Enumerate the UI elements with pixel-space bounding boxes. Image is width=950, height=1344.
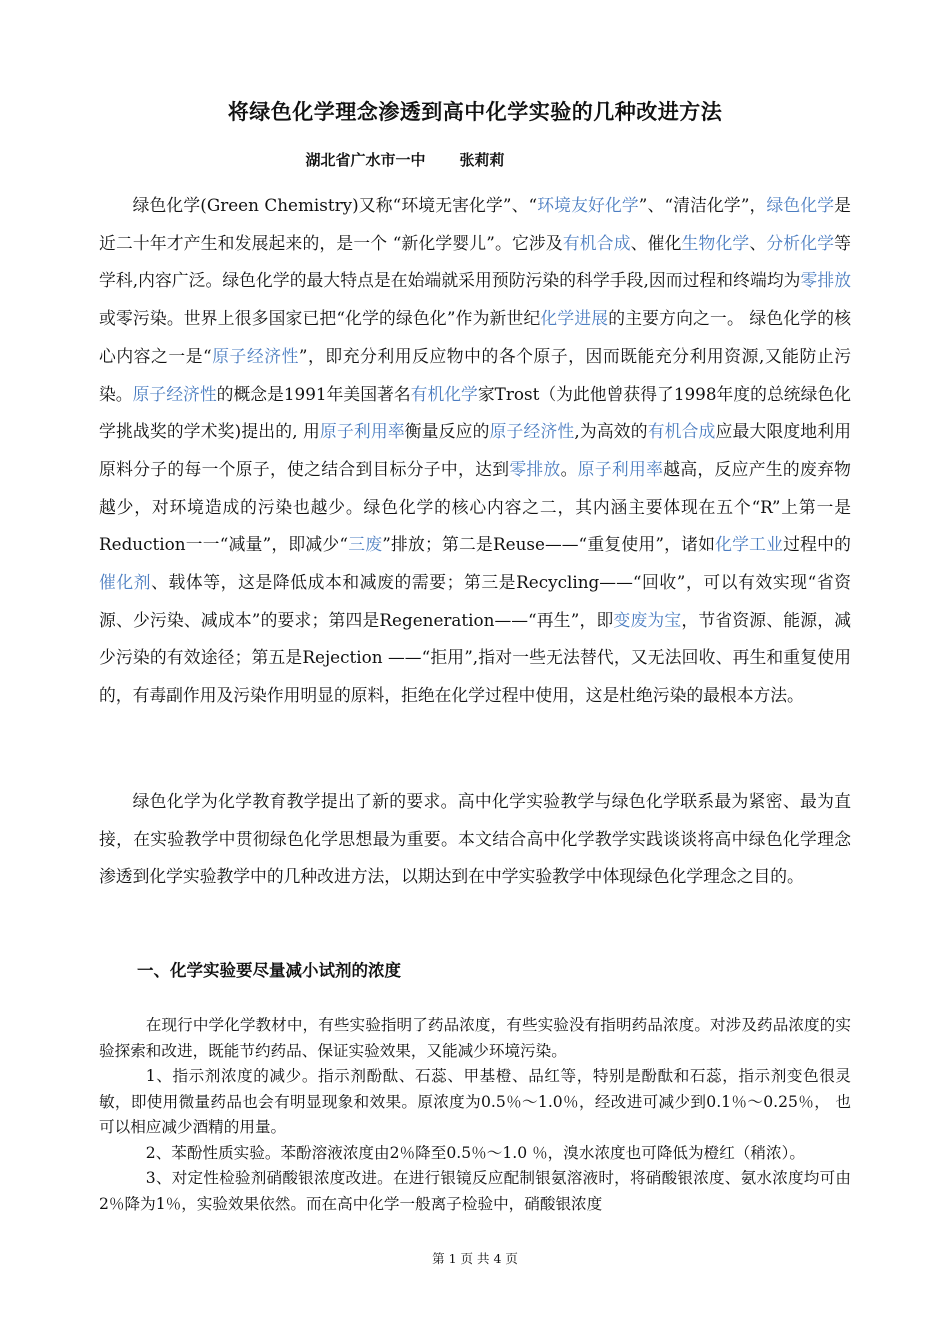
paragraph-text-run: 或零污染。世界上很多国家已把“化学的绿色化”作为新世纪 [99, 308, 541, 329]
intro-paragraph-block-2 [99, 783, 851, 896]
intro-paragraph-2: 绿色化学为化学教育教学提出了新的要求。高中化学实验教学与绿色化学联系最为紧密、最为直接，在实验教学中贯彻绿色化学思想最为重要。本文结合高中化学教学实践谈谈将高中绿色化学理念渗透到化学实验教学中的几种改进方法，以期达到在中学实验教学中体现绿色化学理念之目的。 [99, 791, 851, 887]
author-organization: 湖北省广水市一中 [305, 151, 426, 169]
inline-term-link[interactable]: 三废 [347, 534, 383, 555]
section-1-body [99, 1013, 851, 1217]
inline-term-link[interactable]: 化学进展 [540, 308, 609, 329]
author-line [0, 149, 810, 170]
paragraph-text-run: 、催化 [630, 232, 682, 253]
section-1-item-3: 3、对定性检验剂硝酸银浓度改进。在进行银镜反应配制银氨溶液时，将硝酸银浓度、氨水浓度均可由2％降为1％，实验效果依然。而在高中化学一般离子检验中，硝酸银浓度 [99, 1169, 851, 1213]
page-footer: 第 1 页 共 4 页 [432, 1251, 518, 1266]
section-1-intro: 在现行中学化学教材中，有些实验指明了药品浓度，有些实验没有指明药品浓度。对涉及药品浓度的实验探索和改进，既能节约药品、保证实验效果，又能减少环境污染。 [99, 1016, 851, 1060]
paragraph-text-run: 是近二十年才产生和发展起来的，是一个 “新化学婴儿”。它涉及 [99, 195, 851, 253]
inline-term-link[interactable]: 有机合成 [647, 421, 716, 442]
paragraph-text-run: ”、“清洁化学”， [638, 195, 767, 215]
paragraph-text-run: 绿色化学(Green Chemistry)又称“环境无害化学”、“ [132, 195, 538, 215]
paragraph-text-run: 的主要方向之一。 绿色化学的核心内容之一是“ [99, 308, 851, 366]
paragraph-text-run: ,为高效的 [574, 421, 648, 442]
paragraph-text-run: 、载体等，这是降低成本和减废的需要；第三是Recycling——“回收”，可以有效实现“省资源、少污染、减成本”的要求；第四是Regeneration——“再生”，即 [99, 572, 851, 630]
inline-term-link[interactable]: 零排放 [509, 458, 561, 479]
author-name: 张莉莉 [459, 151, 505, 169]
paragraph-text-run: 应最大限度地利用原料分子的每一个原子，使之结合到目标分子中，达到 [99, 421, 851, 479]
inline-term-link[interactable]: 变废为宝 [613, 609, 682, 630]
paragraph-text-run: 越高，反应产生的废弃物越少，对环境造成的污染也越少。绿色化学的核心内容之二，其内涵主要体现在五个“R”上第一是Reduction一一“减量”，即减少“ [99, 458, 851, 555]
inline-term-link[interactable]: 原子经济性 [489, 421, 575, 442]
paragraph-text-run: 、 [749, 232, 767, 253]
inline-term-link[interactable]: 原子利用率 [320, 421, 405, 442]
section-1-item-2: 2、苯酚性质实验。苯酚溶液浓度由2％降至0.5％～1.0 ％，溴水浓度也可降低为橙红（稍浓）。 [145, 1143, 805, 1162]
intro-paragraph-block [99, 187, 851, 715]
inline-term-link[interactable]: 绿色化学 [766, 195, 835, 215]
paragraph-text-run: ，节省资源、能源，减少污染的有效途径；第五是Rejection ——“拒用”,指对一些无法替代，又无法回收、再生和重复使用的，有毒副作用及污染作用明显的原料，拒绝在化学过程中使用，这是杜绝污染的最根本方法。 [99, 609, 851, 706]
paragraph-text-run: 过程中的 [783, 534, 851, 555]
paragraph-text-run: 家Trost（为此他曾获得了1998年度的总统绿色化学挑战奖的学术奖)提出的, 用 [99, 383, 851, 442]
inline-term-link[interactable]: 有机化学 [410, 383, 478, 404]
paragraph-text-run: 的概念是1991年美国著名 [216, 383, 411, 404]
paragraph-text-run: 。 [560, 458, 578, 479]
inline-term-link[interactable]: 原子经济性 [132, 383, 217, 404]
inline-term-link[interactable]: 催化剂 [99, 572, 152, 593]
section-1-item-1: 1、指示剂浓度的减少。指示剂酚酞、石蕊、甲基橙、品红等，特别是酚酞和石蕊，指示剂变色很灵敏，即使用微量药品也会有明显现象和效果。原浓度为0.5％～1.0％，经改进可减少到0.1％～0.25％， 也可以相应减少酒精的用量。 [99, 1067, 851, 1136]
inline-term-link[interactable]: 原子经济性 [211, 345, 299, 366]
inline-term-link[interactable]: 环境友好化学 [537, 195, 639, 215]
section-heading-1: 一、化学实验要尽量减小试剂的浓度 [137, 961, 401, 980]
paragraph-text-run: ”排放；第二是Reuse——“重复使用”，诸如 [382, 534, 716, 555]
intro-paragraph-1 [99, 187, 851, 715]
inline-term-link[interactable]: 有机合成 [562, 232, 631, 253]
inline-term-link[interactable]: 原子利用率 [577, 458, 664, 479]
inline-term-link[interactable]: 化学工业 [715, 534, 784, 555]
inline-term-link[interactable]: 零排放 [800, 270, 851, 291]
inline-term-link[interactable]: 分析化学 [766, 232, 835, 253]
paragraph-text-run: ”，即充分利用反应物中的各个原子，因而既能充分利用资源,又能防止污染。 [99, 345, 851, 404]
document-title: 将绿色化学理念渗透到高中化学实验的几种改进方法 [227, 100, 723, 124]
paragraph-text-run: 等学科,内容广泛。绿色化学的最大特点是在始端就采用预防污染的科学手段,因而过程和终端均为 [99, 232, 851, 291]
inline-term-link[interactable]: 生物化学 [681, 232, 750, 253]
paragraph-text-run: 衡量反应的 [404, 421, 490, 442]
